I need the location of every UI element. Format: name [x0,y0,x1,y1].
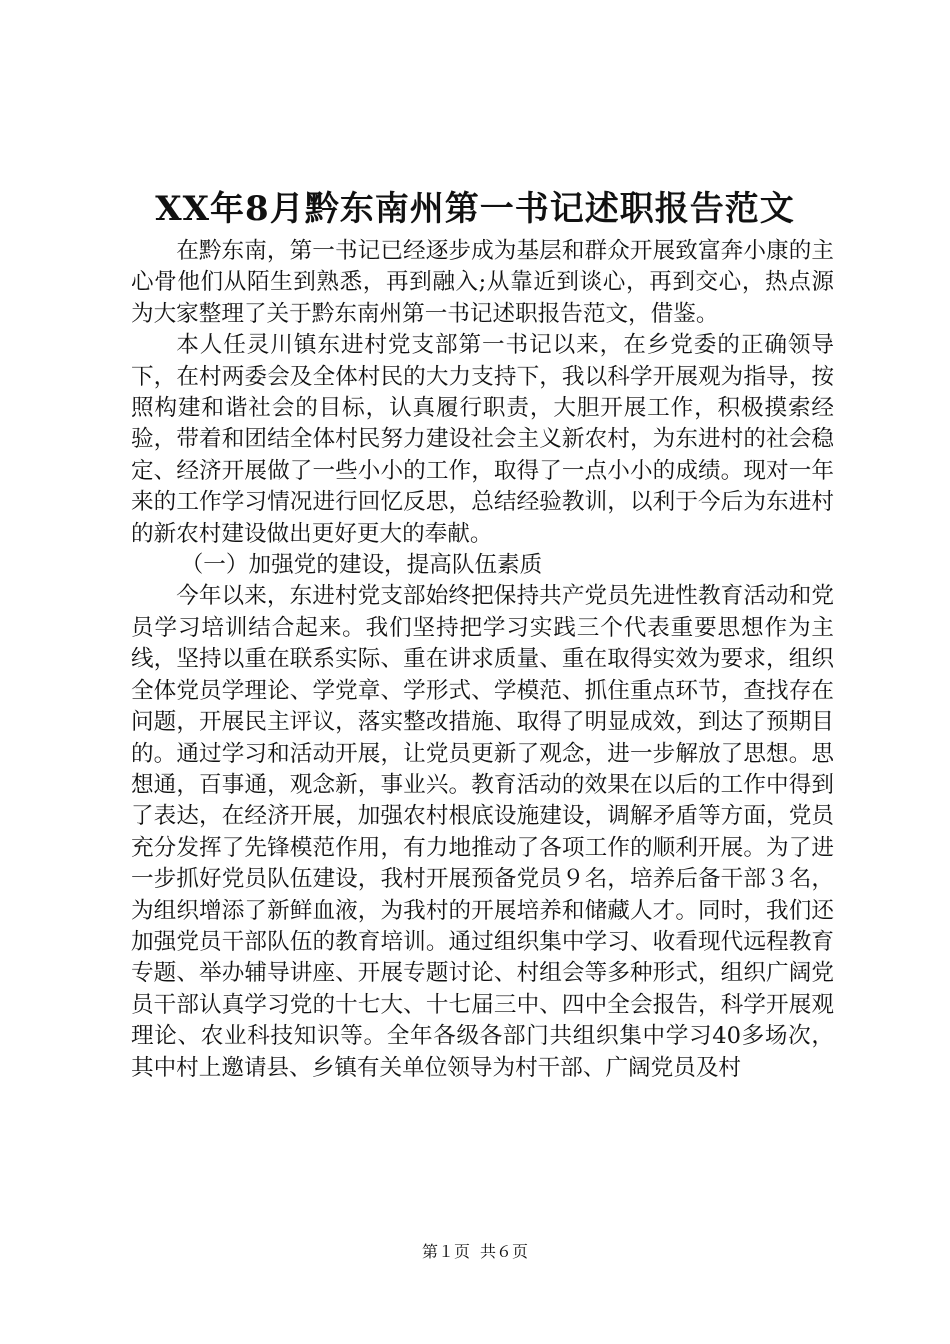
section-heading: （一）加强党的建设，提高队伍素质 [180,552,543,579]
intro-paragraph: 在黔东南，第一书记已经逐步成为基层和群众开展致富奔小康的主心骨他们从陌生到熟悉，再到融入;从靠近到谈心，再到交心，热点源为大家整理了关于黔东南州第一书记述职报告范文，借鉴。 [131,238,834,327]
document-title: XX年8月黔东南州第一书记述职报告范文 [155,189,795,229]
summary-paragraph: 本人任灵川镇东进村党支部第一书记以来，在乡党委的正确领导下，在村两委会及全体村民的大力支持下，我以科学开展观为指导，按照构建和谐社会的目标，认真履行职责，大胆开展工作，积极摸索经验，带着和团结全体村民努力建设社会主义新农村，为东进村的社会稳定、经济开展做了一些小小的工作，取得了一点小小的成绩。现对一年来的工作学习情况进行回忆反思，总结经验教训，以利于今后为东进村的新农村建设做出更好更大的奉献。 [131,332,834,547]
document-body [131,236,834,1084]
section-body-paragraph: 今年以来，东进村党支部始终把保持共产党员先进性教育活动和党员学习培训结合起来。我们坚持把学习实践三个代表重要思想作为主线，坚持以重在联系实际、重在讲求质量、重在取得实效为要求，组织全体党员学理论、学党章、学形式、学模范、抓住重点环节，查找存在问题，开展民主评议，落实整改措施、取得了明显成效，到达了预期目的。通过学习和活动开展，让党员更新了观念，进一步解放了思想。思想通，百事通，观念新，事业兴。教育活动的效果在以后的工作中得到了表达，在经济开展，加强农村根底设施建设，调解矛盾等方面，党员充分发挥了先锋模范作用，有力地推动了各项工作的顺利开展。为了进一步抓好党员队伍建设，我村开展预备党员９名，培养后备干部３名，为组织增添了新鲜血液，为我村的开展培养和储藏人才。同时，我们还加强党员干部队伍的教育培训。通过组织集中学习、收看现代远程教育专题、举办辅导讲座、开展专题讨论、村组会等多种形式，组织广阔党员干部认真学习党的十七大、十七届三中、四中全会报告，科学开展观理论、农业科技知识等。全年各级各部门共组织集中学习40多场次，其中村上邀请县、乡镇有关单位领导为村干部、广阔党员及村 [131,583,834,1081]
page-footer [0,1240,950,1264]
page-total: 共６页 [480,1242,529,1261]
page-number: 第１页 [421,1242,470,1261]
